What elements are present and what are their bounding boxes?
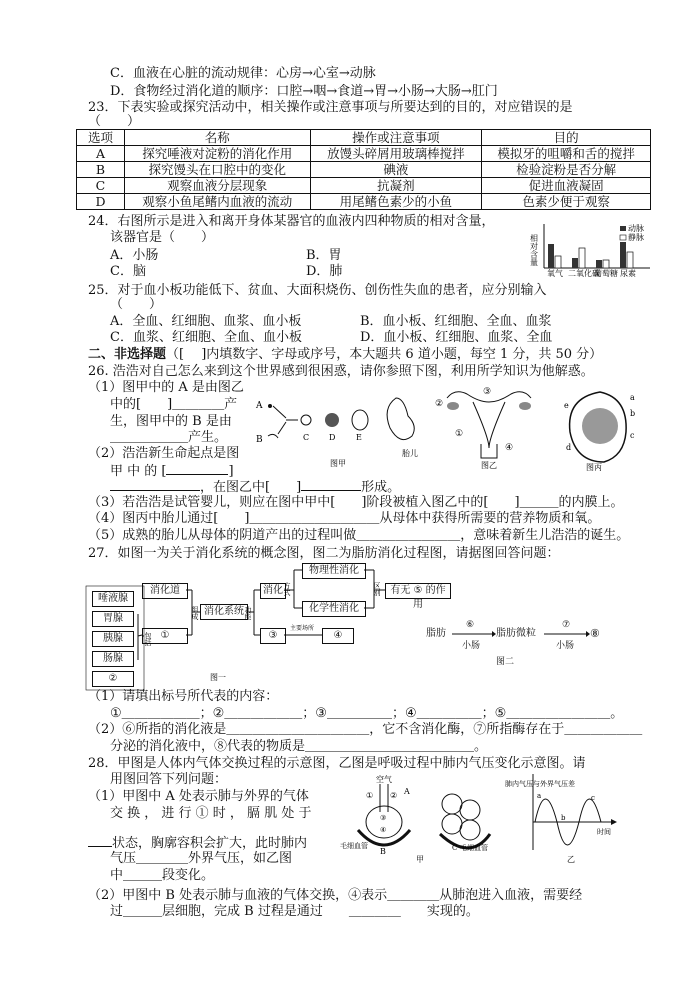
gland-box: 唾液腺 [92,591,134,607]
zygote-icon [301,415,311,425]
chart-cat: 二氧化碳 [568,269,600,278]
label-bing-b: b [630,409,636,418]
q25-option-c: C．血浆、红细胞、全血、血小板 [110,330,302,345]
legend-swatch-artery [620,226,626,231]
q24-option-d: D．肺 [306,264,343,279]
legend-vein: 静脉 [628,233,644,242]
embryo-icon [352,410,368,430]
label-3: ③ [483,387,492,397]
bar-co2-vein [579,248,585,268]
curve-label-b: b [561,814,566,822]
label-b: B [256,435,263,445]
table-cell: 色素少便于观察 [482,194,651,210]
q28-stem-2: 用图回答下列问题： [110,772,228,787]
fig-yi-caption: 图乙 [481,461,497,470]
physical-digestion-box: 物理性消化 [302,563,366,579]
q28-p1e: 中＿＿＿段变化。 [110,868,215,883]
bar-oxygen-vein [555,256,561,268]
label-bing-a: a [630,393,635,402]
pressure-ylabel: 肺内气压与外界气压差 [505,780,575,788]
digestive-tract-box: 消化道 [142,583,188,599]
chart-cat: 葡萄糖 [594,269,618,278]
q26-p2b: 甲 中 的 [ ] [110,464,234,479]
q26-stem: 26. 浩浩对自己怎么来到这个世界感到很困惑，请你参照下图，利用所学知识为他解惑。 [88,364,594,379]
q26-p2c-text: ，在图乙中[ ] [200,480,302,495]
q26-p1b: 中的[ ]＿＿＿＿产 [110,397,238,412]
gland-box: ② [92,671,134,687]
q28-p1d: 气压＿＿＿＿外界气压，如乙图 [110,851,293,866]
bar-urea-artery [620,242,626,268]
capillary-label-2: 毛细血管 [460,844,488,852]
alveoli-cluster-icon [460,820,480,840]
q26-figure-jia [256,384,436,474]
label-d: D [329,433,336,442]
morula-icon [325,413,339,427]
incl-label: 包括 [144,632,152,646]
fig-jia-caption: 甲 [416,855,424,864]
fig1-caption: 图一 [210,673,226,682]
diff-label: 区别 [373,582,381,596]
answer-blank[interactable] [110,478,200,491]
table-header: 名称 [124,130,310,146]
table-cell: 探究唾液对淀粉的消化作用 [124,146,310,162]
small-intestine-label-2: 小肠 [556,641,575,651]
fig-jia-caption: 图甲 [330,459,346,468]
q24-option-c: C．脑 [110,264,146,279]
q28-p1a: （1）甲图中 A 处表示肺与外界的气体 [88,789,309,804]
bar-oxygen-artery [548,244,554,268]
q26-p1a: （1）图甲中的 A 是由图乙 [88,380,244,395]
curve-label-c: c [591,794,595,802]
table-row [77,178,651,194]
gland-box: 胰腺 [92,631,134,647]
table-row [77,146,651,162]
table-cell: 检验淀粉是否分解 [482,162,651,178]
fat-label: 脂肪 [426,628,446,639]
q28-stem: 28．甲图是人体内气体交换过程的示意图，乙图是呼吸过程中肺内气压变化示意图。请 [88,756,586,771]
table-cell: C [77,178,125,194]
bar-glucose-vein [603,260,609,268]
table-cell: D [77,194,125,210]
label-bing-d: d [566,443,572,452]
q27-a3: （2）⑥所指的消化液是＿＿＿＿＿＿＿＿＿＿＿，它不含消化酶，⑦所指酶存在于＿＿＿＿＿＿ [88,722,643,737]
q28-p1c: 状态，胸廓容积会扩大，此时肺内 [112,836,308,851]
table-header: 操作或注意事项 [310,130,482,146]
answer-blank[interactable] [301,478,361,491]
part2-title: 二、非选择题 [88,347,167,362]
concept-3-box: ③ [260,628,286,644]
fetus-bing-icon [582,408,618,444]
q28-p1c-wrap [88,834,307,852]
label-bing-c: c [630,431,635,440]
label-b: B [380,847,386,856]
concept-4-box: ④ [322,628,354,644]
chart-ylabel: 相对含量 [529,234,539,266]
chart-cat: 氧气 [547,269,563,278]
label-2: ② [390,791,398,800]
q26-p4: （4）图丙中胎儿通过[ ]＿＿＿＿＿＿＿＿＿＿从母体中获得所需要的营养物质和氧。 [88,511,601,526]
table-cell: 观察小鱼尾鳍内血液的流动 [124,194,310,210]
legend-artery: 动脉 [628,224,644,233]
q26-p5: （5）成熟的胎儿从母体的阴道产出的过程叫做＿＿＿＿＿＿＿＿，意味着新生儿浩浩的诞生。 [88,528,630,543]
q28-figure-yi [505,770,625,866]
q28-p2b: 过＿＿＿层细胞，完成 B 过程是通过 ＿＿＿＿ 实现的。 [110,904,479,919]
digestion-box: 消化 [260,583,286,599]
answer-blank[interactable] [166,462,228,475]
fetus-label: 胎儿 [402,449,418,458]
label-4: ④ [380,826,387,834]
q25-option-d: D．血小板、红细胞、血浆、全血 [360,330,553,345]
q28-figure-jia [340,772,510,864]
label-a: A [256,401,263,411]
fig-bing-caption: 图丙 [586,463,602,472]
table-cell: 碘液 [310,162,482,178]
q25-stem: 25．对于血小板功能低下、贫血、大面积烧伤、创伤性失血的患者，应分别输入 [88,283,547,298]
q26-p2a: （2）浩浩新生命起点是图 [88,446,240,461]
q24-option-b: B．胃 [306,248,342,263]
q27-a4: 分泌的消化液中，⑧代表的物质是＿＿＿＿＿＿＿＿＿＿＿＿＿。 [110,739,488,754]
q24-option-a: A．小肠 [110,248,159,263]
q26-figure-yi [433,384,543,474]
q25-option-a: A．全血、红细胞、血浆、血小板 [110,314,302,329]
gland-box: 肠腺 [92,651,134,667]
part2-heading [88,347,602,363]
q26-p3: （3）若浩浩是试管婴儿，则应在图中甲中[ ]阶段被植入图乙中的[ ]＿＿＿的内膜上。 [88,495,624,510]
label-e: E [356,433,362,442]
label-2: ② [435,399,444,409]
q23-answer-paren: （ ） [88,114,141,129]
table-header: 选项 [77,130,125,146]
q26-p2d-text: 形成。 [361,480,401,495]
table-cell: 模拟牙的咀嚼和舌的搅拌 [482,146,651,162]
q26-p1c: 生，图甲中的 B 是由 [110,414,232,429]
fat-arrows [450,628,595,640]
bar-urea-vein [627,252,633,268]
concept-1-box: ① [142,628,188,644]
q26-p2b-text: 甲 中 的 [ [110,464,167,479]
bar-co2-artery [572,258,578,268]
fig-yi-caption: 乙 [567,855,575,864]
label-4: ④ [505,443,514,453]
label-6: ⑥ [466,620,475,630]
table-row [77,162,651,178]
table-row [77,194,651,210]
capillary-label-1: 毛细血管 [340,842,368,850]
bar-glucose-artery [596,260,602,268]
curve-label-a: a [537,792,542,800]
gland-box: 胃腺 [92,611,134,627]
label-bing-e: e [564,401,569,410]
func-label: 功能 [244,606,252,620]
main-site-label: 主要场所 [290,625,315,632]
q26-figure-bing [560,384,640,474]
answer-blank[interactable] [88,834,112,847]
chart-cat: 尿素 [620,269,636,278]
method-label: 方式 [283,582,291,596]
table-header-row [77,130,651,146]
time-xlabel: 时间 [597,828,611,836]
q26-p1d: ＿＿＿＿＿＿产生。 [110,430,228,445]
label-c: C [452,844,458,852]
digestive-system-box: 消化系统 [200,604,248,620]
label-a: A [404,787,410,796]
q22-option-d: D．食物经过消化道的顺序：口腔→咽→食道→胃→小肠→大肠→肛门 [110,84,498,99]
label-1: ① [366,791,374,800]
q28-p2a: （2）甲图中 B 处表示肺与血液的气体交换，④表示＿＿＿＿从肺泡进入血液，需要经 [88,888,583,903]
table-cell: B [77,162,125,178]
table-cell: 抗凝剂 [310,178,482,194]
table-cell: 放馒头碎屑用玻璃棒搅拌 [310,146,482,162]
q23-stem: 23．下表实验或探究活动中，相关操作或注意事项与所要达到的目的，对应错误的是 [88,100,573,115]
q22-option-c: C．血液在心脏的流动规律：心房→心室→动脉 [110,66,376,81]
label-3: ③ [380,814,387,822]
air-label: 空气 [376,775,392,784]
small-intestine-label-1: 小肠 [462,641,481,651]
q23-table [76,129,651,210]
concept-map-lines [80,560,460,700]
fig2-caption: 图二 [496,657,515,667]
comp-label: 组成 [191,606,199,620]
fetus-icon [387,398,414,440]
q27-a1: （1）请填出标号所代表的内容： [88,689,279,704]
table-cell: 探究馒头在口腔中的变化 [124,162,310,178]
table-cell: 观察血液分层现象 [124,178,310,194]
label-c: C [303,433,310,442]
enzyme-role-box: 有无 ⑤ 的作用 [385,583,451,599]
table-cell: A [77,146,125,162]
part2-note: （[ ]内填数字、字母或序号，本大题共 6 道小题，每空 1 分，共 50 分） [166,347,603,362]
fat-particle-label: 脂肪微粒 [496,628,536,639]
q24-stem-2: 该器官是（ ） [110,230,215,245]
label-1: ① [455,429,464,439]
q27-stem: 27．如图一为关于消化系统的概念图，图二为脂肪消化过程图，请据图回答问题： [88,546,560,561]
legend-swatch-vein [620,235,626,240]
table-cell: 用尾鳍色素少的小鱼 [310,194,482,210]
q24-bar-chart [529,222,654,278]
table-header: 目的 [482,130,651,146]
q25-option-b: B．血小板、红细胞、全血、血浆 [360,314,552,329]
q26-p2c [110,478,400,496]
label-8: ⑧ [590,627,600,640]
label-7: ⑦ [562,620,571,630]
q25-stem-2: （ ） [110,297,163,312]
q24-stem: 24．右图所示是进入和离开身体某器官的血液内四种物质的相对含量， [88,214,495,229]
chemical-digestion-box: 化学性消化 [302,601,366,617]
q28-p1b: 交 换 ， 进 行 ① 时 ， 膈 肌 处 于 [110,806,312,821]
table-cell: 促进血液凝固 [482,178,651,194]
q27-a2: ①＿＿＿＿＿＿；②＿＿＿＿＿＿；③＿＿＿＿＿；④＿＿＿＿＿；⑤＿＿＿＿＿＿＿＿。 [110,706,624,721]
